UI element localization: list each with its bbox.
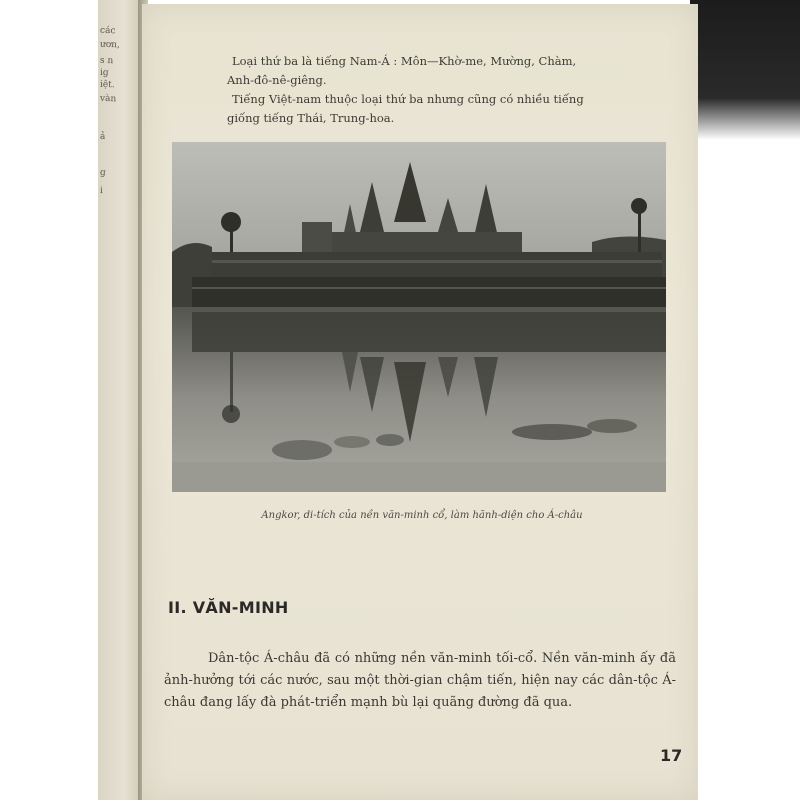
left-page-fragment: ả [99, 131, 106, 143]
left-page-fragment: i [99, 185, 104, 197]
intro-line: Tiếng Việt-nam thuộc loại thứ ba nhưng cũng có nhiều tiếng [232, 92, 584, 106]
section-heading: II. VĂN-MINH [168, 598, 289, 617]
intro-line: giống tiếng Thái, Trung-hoa. [227, 111, 395, 125]
page-number: 17 [660, 746, 683, 765]
left-page-edge [98, 0, 142, 800]
left-page-fragment: ươn, [99, 39, 121, 51]
intro-text [227, 52, 702, 128]
left-page-fragment: ig [99, 67, 109, 79]
angkor-photo [172, 142, 666, 492]
left-page-fragment: vàn [99, 93, 117, 105]
angkor-temple-illustration [172, 142, 666, 492]
intro-line: Anh-đô-nê-giêng. [227, 73, 327, 87]
intro-line: Loại thứ ba là tiếng Nam-Á : Môn—Khờ-me, Mường, Chàm, [232, 54, 577, 68]
photo-caption: Angkor, di-tích của nền văn-minh cổ, làm hãnh-diện cho Á-châu [261, 510, 583, 521]
left-page-fragment: g [99, 167, 106, 179]
background-shadow [690, 0, 800, 140]
book-page [142, 4, 698, 800]
left-page-fragment: các [99, 25, 116, 37]
left-page-fragment: s n [99, 55, 114, 67]
left-page-fragment: iệt. [99, 79, 115, 91]
body-paragraph: Dân-tộc Á-châu đã có những nền văn-minh tối-cổ. Nền văn-minh ấy đã ảnh-hưởng tới các nước, sau một thời-gian chậm tiến, hiện nay các dân-tộc Á-châu đang lấy đà phát-triển mạnh bù lại quãng đường đã qua. [164, 651, 676, 710]
body-text [164, 648, 676, 714]
